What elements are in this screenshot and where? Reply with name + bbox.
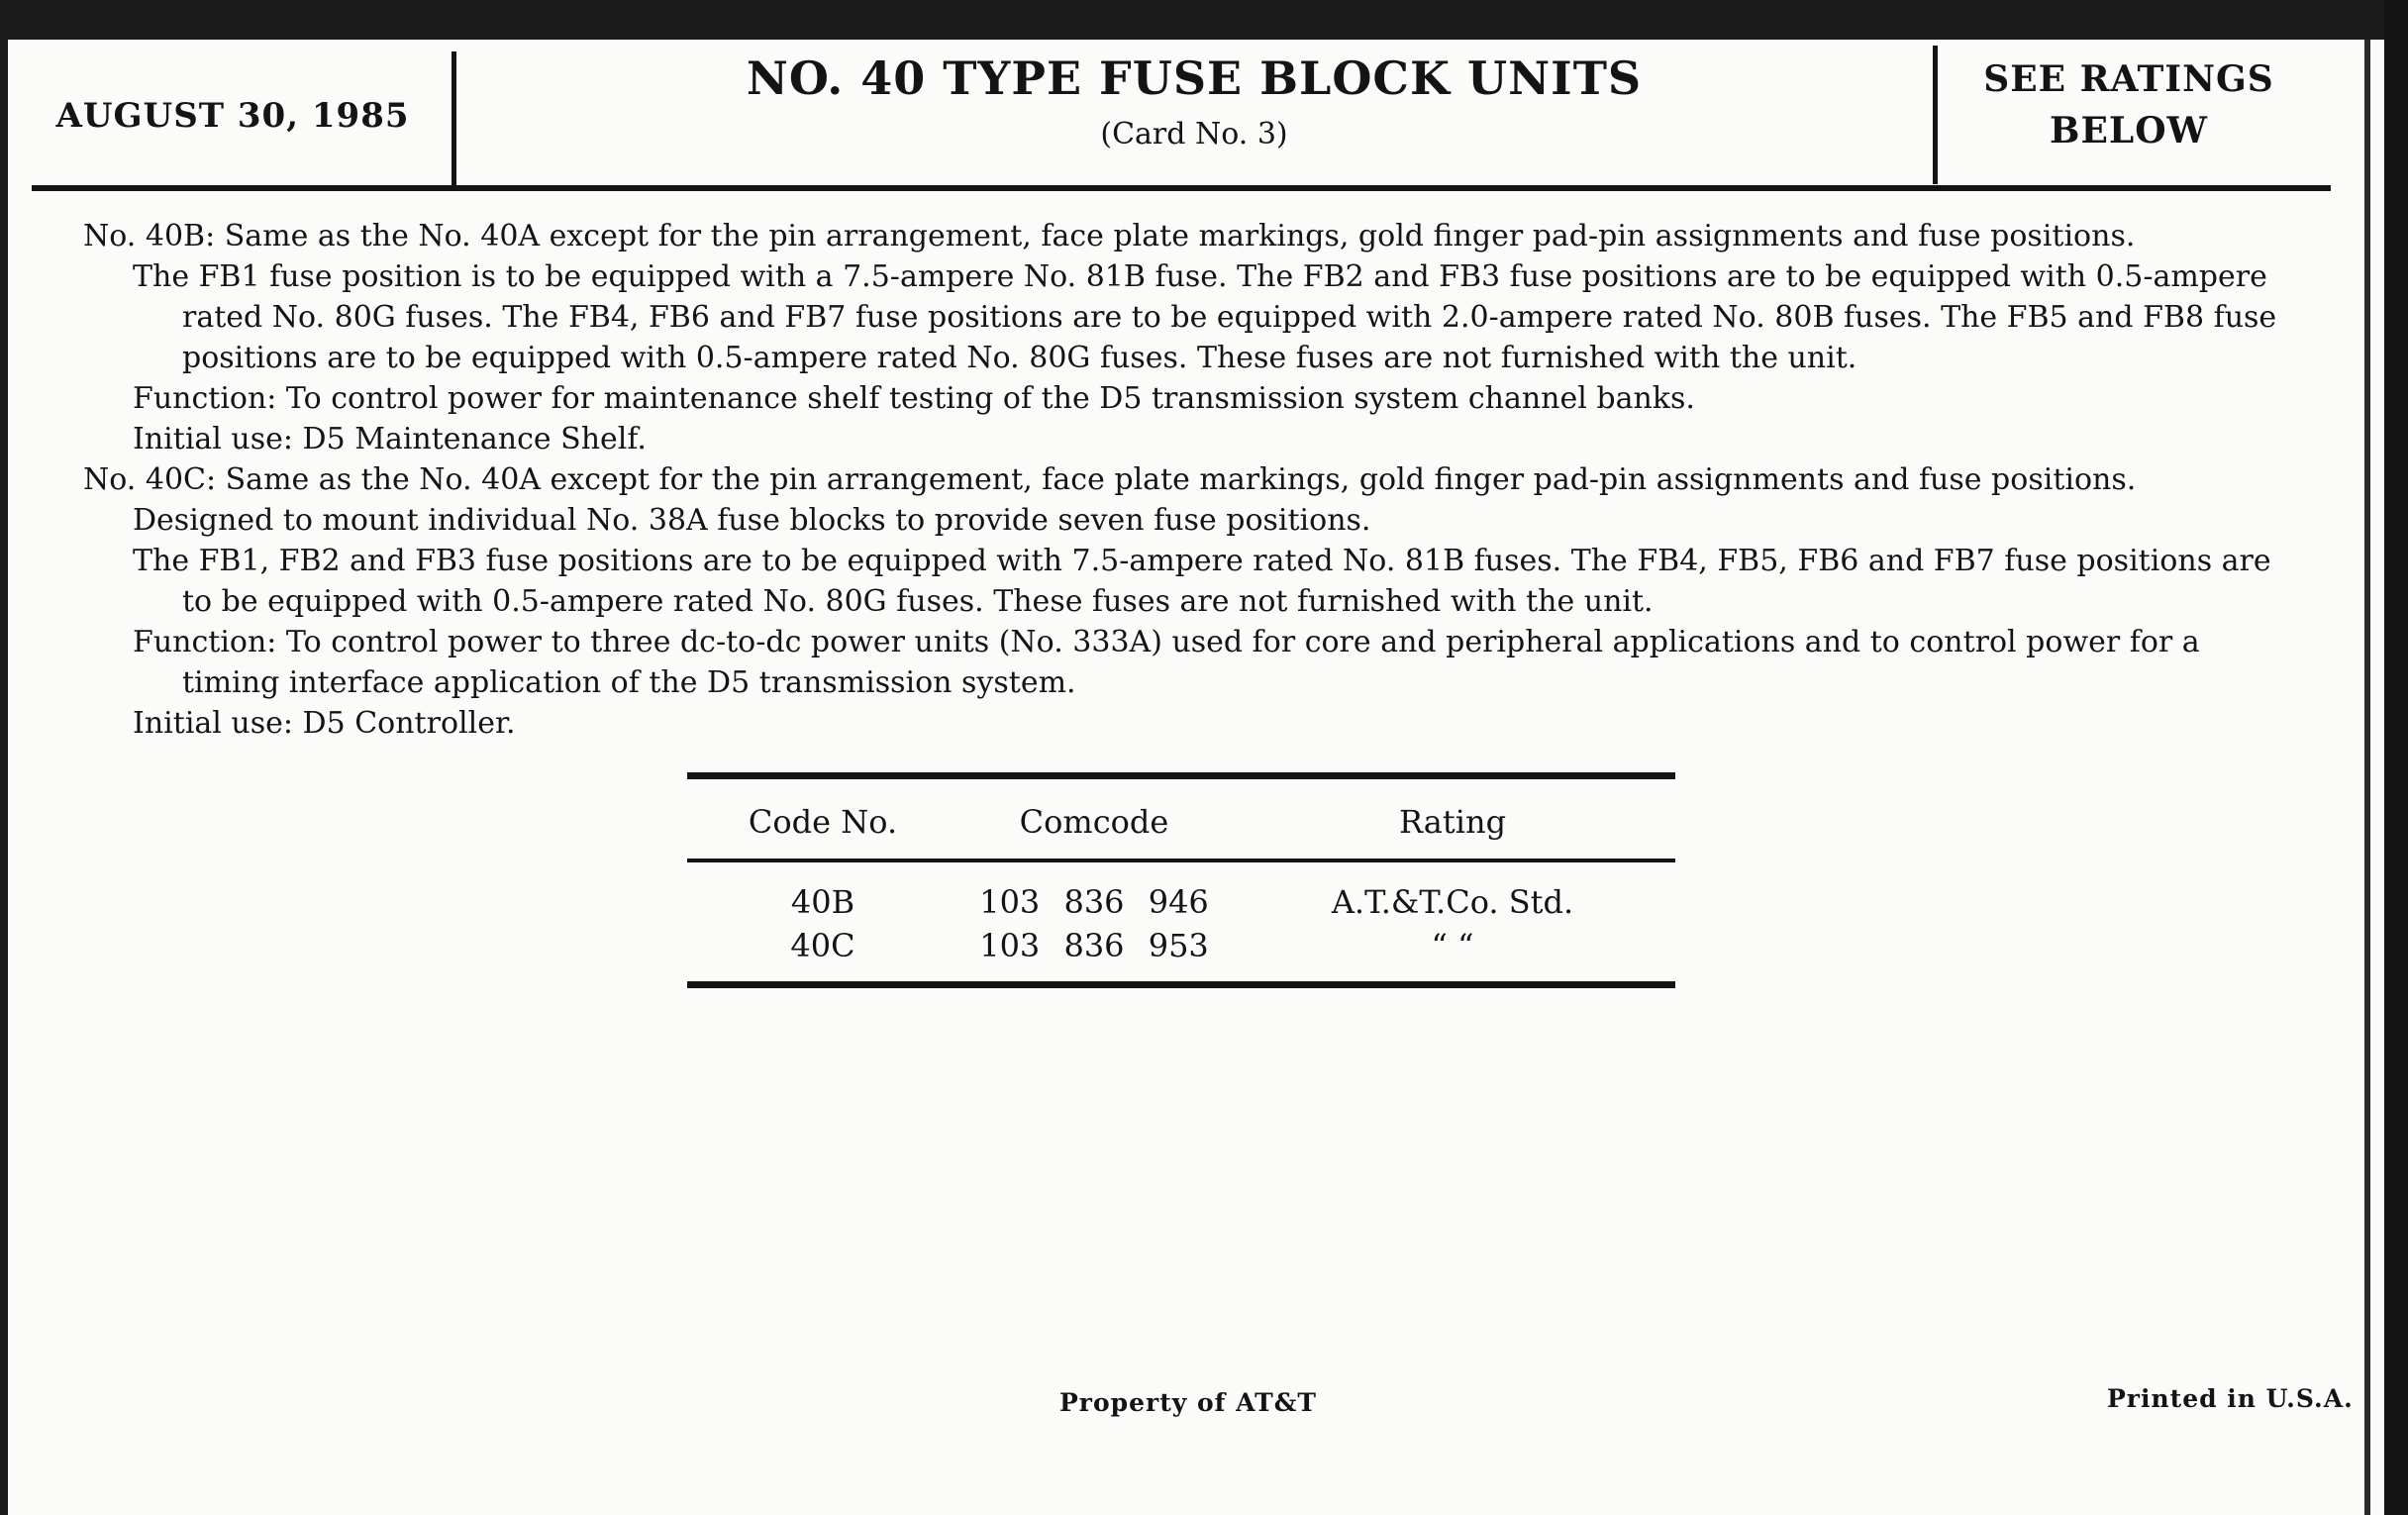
header-code-no: Code No. [748,803,898,841]
code-no-cell: 40C [790,927,855,964]
footer-printed: Printed in U.S.A. [2107,1384,2354,1413]
card-title-block [457,48,1931,152]
40b-function: Function: To control power for maintenance shelf testing of the D5 transmission system channel banks. [133,381,1695,416]
40c-function: Function: To control power to three dc-to-dc power units (No. 333A) used for core and peripheral applications and to control power for a timing interface application of the D5 transmission system. [133,625,2200,700]
table-header-row [687,803,1675,841]
40c-initial-use: Initial use: D5 Controller. [133,706,516,741]
footer-property: Property of AT&T [1059,1388,1317,1417]
40b-intro: No. 40B: Same as the No. 40A except for the pin arrangement, face plate markings, gold finger pad-pin assignments and fuse positions. [83,219,2136,253]
header-rating: Rating [1398,803,1507,841]
40b-initial-use: Initial use: D5 Maintenance Shelf. [133,422,647,456]
ratings-note-line1: SEE RATINGS [1983,58,2274,100]
card-date: AUGUST 30, 1985 [55,96,410,136]
rating-cell: “ “ [1431,927,1474,964]
ratings-table [687,772,1675,988]
table-rule-bottom [687,981,1675,988]
right-edge-line [2364,40,2370,1515]
ratings-note [1941,53,2317,156]
card-subtitle: (Card No. 3) [1100,117,1288,152]
code-no-cell: 40B [790,883,855,921]
rating-cell: A.T.&T.Co. Std. [1331,883,1574,921]
comcode-cell: 103 836 946 [979,883,1209,921]
ratings-note-line2: BELOW [2050,110,2208,152]
table-body [687,880,1675,967]
40b-fuses: The FB1 fuse position is to be equipped with a 7.5-ampere No. 81B fuse. The FB2 and FB3 fuse positions are to be equipped with 0.5-ampere rated No. 80G fuses. The FB4, FB6 and FB7 fuse positions are to be equipped with 2.0-ampere rated No. 80B fuses. The FB5 and FB8 fuse positions are to be equipped with 0.5-ampere rated No. 80G fuses. These fuses are not furnished with the unit. [133,259,2277,375]
table-rule-top [687,772,1675,779]
40c-fuses: The FB1, FB2 and FB3 fuse positions are to be equipped with 7.5-ampere rated No. 81B fuses. The FB4, FB5, FB6 and FB7 fuse positions are to be equipped with 0.5-ampere rated No. 80G fuses. These fuses are not furnished with the unit. [133,544,2271,619]
40c-intro: No. 40C: Same as the No. 40A except for the pin arrangement, face plate markings, gold finger pad-pin assignments and fuse positions. [83,462,2137,497]
header-comcode: Comcode [1019,803,1169,841]
card-body [83,216,2291,744]
header-divider-right [1933,46,1938,184]
table-rule-mid [687,858,1675,862]
table-row [687,880,1675,924]
comcode-cell: 103 836 953 [979,927,1209,964]
header-rule [32,185,2331,191]
card-title: NO. 40 TYPE FUSE BLOCK UNITS [746,51,1643,105]
right-border [2384,0,2408,1515]
40c-designed: Designed to mount individual No. 38A fuse blocks to provide seven fuse positions. [133,503,1371,538]
table-row [687,924,1675,967]
header-divider-left [452,51,456,190]
